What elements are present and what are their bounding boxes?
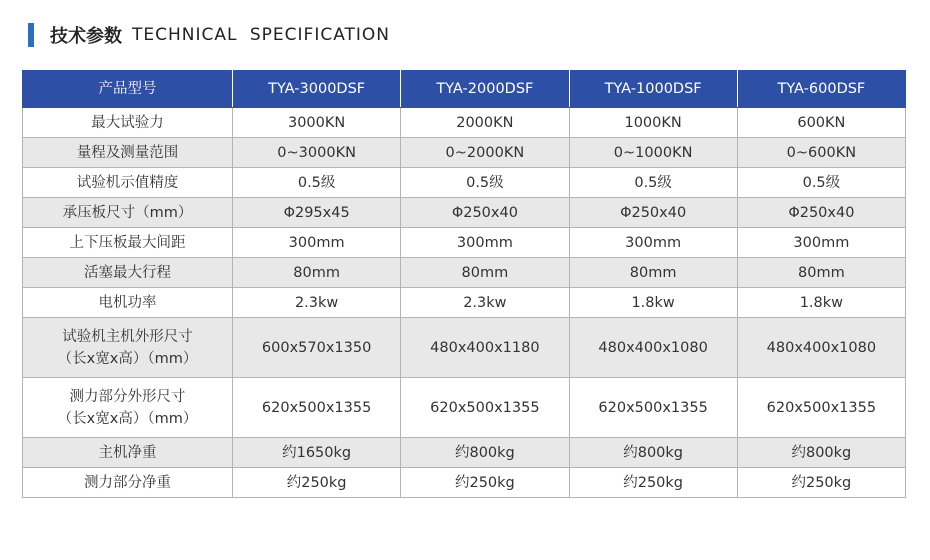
row-label (23, 258, 233, 288)
table-cell: 620x500x1355 (401, 378, 569, 438)
row-label (23, 198, 233, 228)
table-cell: Φ250x40 (401, 198, 569, 228)
table-cell: 600x570x1350 (233, 318, 401, 378)
table-cell: 80mm (401, 258, 569, 288)
table-row (23, 228, 906, 258)
row-label-line: 试验机示值精度 (76, 174, 179, 191)
table-row (23, 168, 906, 198)
row-label (23, 378, 233, 438)
table-cell: Φ250x40 (737, 198, 905, 228)
table-row (23, 108, 906, 138)
table-cell: 约250kg (401, 468, 569, 498)
table-cell: 约800kg (569, 438, 737, 468)
row-label (23, 138, 233, 168)
accent-bar (28, 23, 34, 47)
row-label-line: 承压板尺寸（mm） (62, 204, 193, 221)
table-cell: 0~1000KN (569, 138, 737, 168)
column-header: TYA-1000DSF (569, 71, 737, 108)
section-title-en: TECHNICAL SPECIFICATION (132, 25, 391, 45)
row-label-line: 最大试验力 (91, 114, 164, 131)
table-cell: 300mm (401, 228, 569, 258)
table-cell: 0.5级 (737, 168, 905, 198)
row-label (23, 228, 233, 258)
table-cell: 300mm (569, 228, 737, 258)
row-label-line: 量程及测量范围 (76, 144, 179, 161)
row-label-line: 电机功率 (98, 294, 157, 311)
row-label-line: 测力部分净重 (84, 474, 171, 491)
table-cell: 80mm (737, 258, 905, 288)
table-cell: 620x500x1355 (737, 378, 905, 438)
table-cell: 0~600KN (737, 138, 905, 168)
column-header: TYA-3000DSF (233, 71, 401, 108)
row-label-line: （长x宽x高）（mm） (57, 410, 198, 427)
row-label (23, 288, 233, 318)
table-cell: 约1650kg (233, 438, 401, 468)
table-cell: 约800kg (737, 438, 905, 468)
row-label-line: （长x宽x高）（mm） (57, 350, 198, 367)
table-cell: 2.3kw (233, 288, 401, 318)
column-header: 产品型号 (23, 71, 233, 108)
table-cell: 2000KN (401, 108, 569, 138)
row-label (23, 108, 233, 138)
section-header (28, 22, 390, 48)
table-row (23, 318, 906, 378)
table-row (23, 378, 906, 438)
table-header-row (23, 71, 906, 108)
table-row (23, 468, 906, 498)
table-cell: Φ250x40 (569, 198, 737, 228)
table-cell: 0~3000KN (233, 138, 401, 168)
table-cell: 约250kg (233, 468, 401, 498)
section-title-cn: 技术参数 (50, 26, 122, 47)
column-header: TYA-2000DSF (401, 71, 569, 108)
table-cell: 80mm (569, 258, 737, 288)
row-label (23, 168, 233, 198)
table-cell: 0.5级 (233, 168, 401, 198)
row-label (23, 438, 233, 468)
row-label-line: 上下压板最大间距 (69, 234, 186, 251)
row-label (23, 318, 233, 378)
table-body (23, 108, 906, 498)
row-label (23, 468, 233, 498)
table-cell: 2.3kw (401, 288, 569, 318)
table-cell: 0~2000KN (401, 138, 569, 168)
table-cell: 480x400x1180 (401, 318, 569, 378)
table-cell: Φ295x45 (233, 198, 401, 228)
table-cell: 约250kg (737, 468, 905, 498)
table-cell: 620x500x1355 (233, 378, 401, 438)
row-label-line: 试验机主机外形尺寸 (62, 328, 193, 345)
table-row (23, 288, 906, 318)
table-cell: 约250kg (569, 468, 737, 498)
table-cell: 620x500x1355 (569, 378, 737, 438)
table-cell: 0.5级 (401, 168, 569, 198)
table-cell: 3000KN (233, 108, 401, 138)
table-cell: 80mm (233, 258, 401, 288)
table-row (23, 438, 906, 468)
row-label-line: 主机净重 (98, 444, 157, 461)
table-row (23, 198, 906, 228)
table-cell: 1.8kw (569, 288, 737, 318)
column-header: TYA-600DSF (737, 71, 905, 108)
table-cell: 1000KN (569, 108, 737, 138)
table-cell: 300mm (737, 228, 905, 258)
table-row (23, 258, 906, 288)
spec-table (22, 70, 906, 498)
row-label-line: 活塞最大行程 (84, 264, 171, 281)
table-row (23, 138, 906, 168)
table-cell: 约800kg (401, 438, 569, 468)
row-label-line: 测力部分外形尺寸 (69, 388, 186, 405)
table-cell: 480x400x1080 (737, 318, 905, 378)
table-cell: 1.8kw (737, 288, 905, 318)
table-cell: 600KN (737, 108, 905, 138)
table-cell: 480x400x1080 (569, 318, 737, 378)
table-cell: 0.5级 (569, 168, 737, 198)
table-cell: 300mm (233, 228, 401, 258)
